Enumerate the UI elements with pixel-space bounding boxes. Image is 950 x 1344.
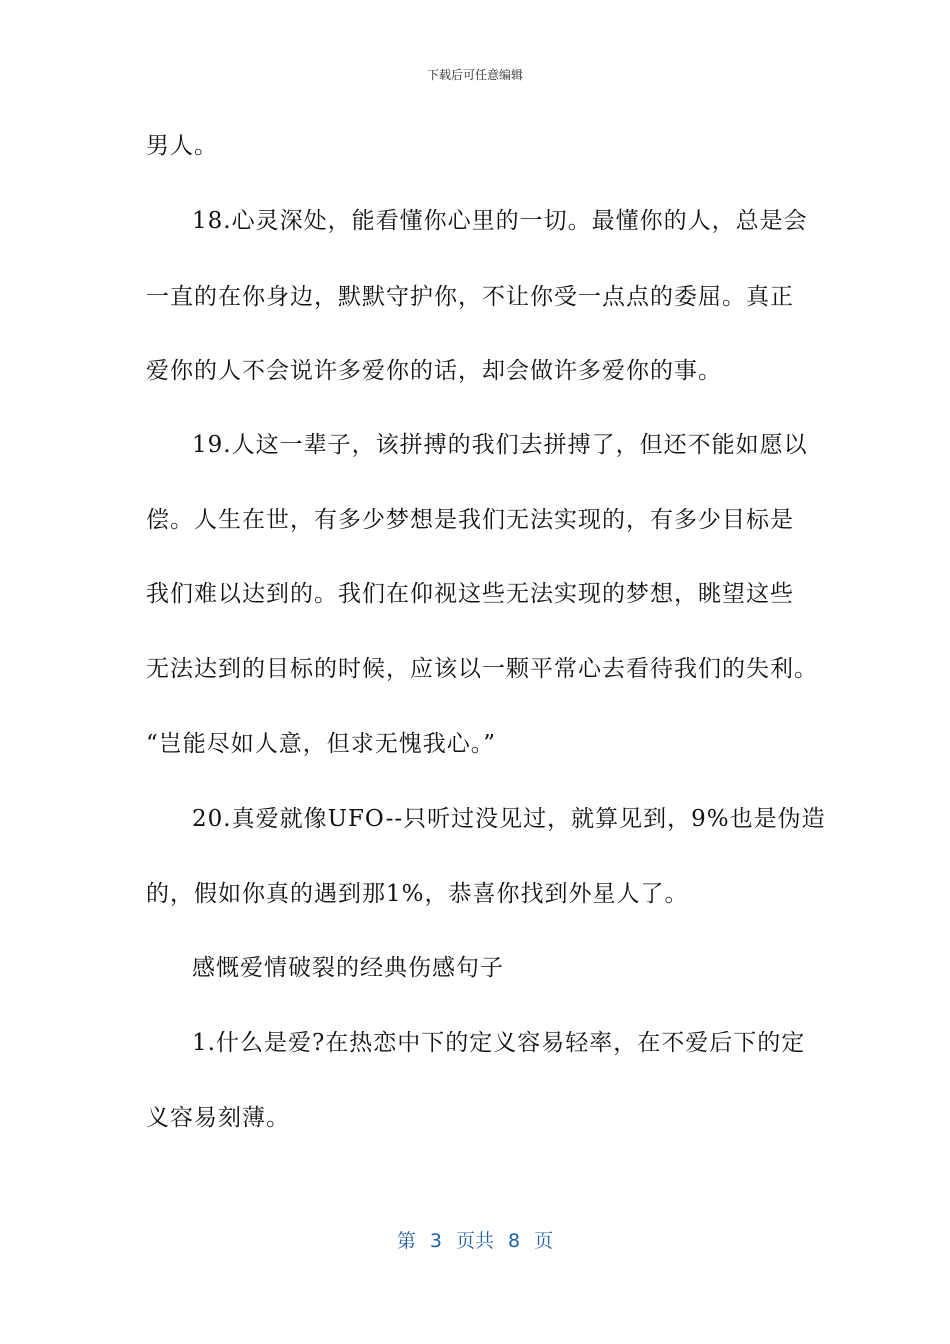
- text-line: 20.真爱就像UFO--只听过没见过，就算见到，9%也是伪造: [192, 806, 826, 832]
- text-line: 无法达到的目标的时候，应该以一颗平常心去看待我们的失利。: [146, 656, 818, 682]
- text-line: 一直的在你身边，默默守护你，不让你受一点点的委屈。真正: [146, 284, 794, 310]
- section-heading: 感慨爱情破裂的经典伤感句子: [192, 955, 504, 981]
- text-line: “岂能尽如人意，但求无愧我心。”: [146, 731, 497, 757]
- text-line: 男人。: [146, 133, 218, 159]
- text-line: 义容易刻薄。: [146, 1105, 290, 1131]
- text-line: 的，假如你真的遇到那1%，恭喜你找到外星人了。: [146, 881, 689, 907]
- page-header: 下载后可任意编辑: [426, 68, 523, 82]
- text-line: 19.人这一辈子，该拼搏的我们去拼搏了，但还不能如愿以: [192, 432, 808, 458]
- text-line: 我们难以达到的。我们在仰视这些无法实现的梦想，眺望这些: [146, 581, 794, 607]
- text-line: 18.心灵深处，能看懂你心里的一切。最懂你的人，总是会: [192, 208, 808, 234]
- page-number: 第 3 页共 8 页: [396, 1230, 554, 1252]
- text-line: 偿。人生在世，有多少梦想是我们无法实现的，有多少目标是: [146, 507, 794, 533]
- text-line: 1.什么是爱?在热恋中下的定义容易轻率，在不爱后下的定: [192, 1030, 806, 1056]
- text-line: 爱你的人不会说许多爱你的话，却会做许多爱你的事。: [146, 358, 722, 384]
